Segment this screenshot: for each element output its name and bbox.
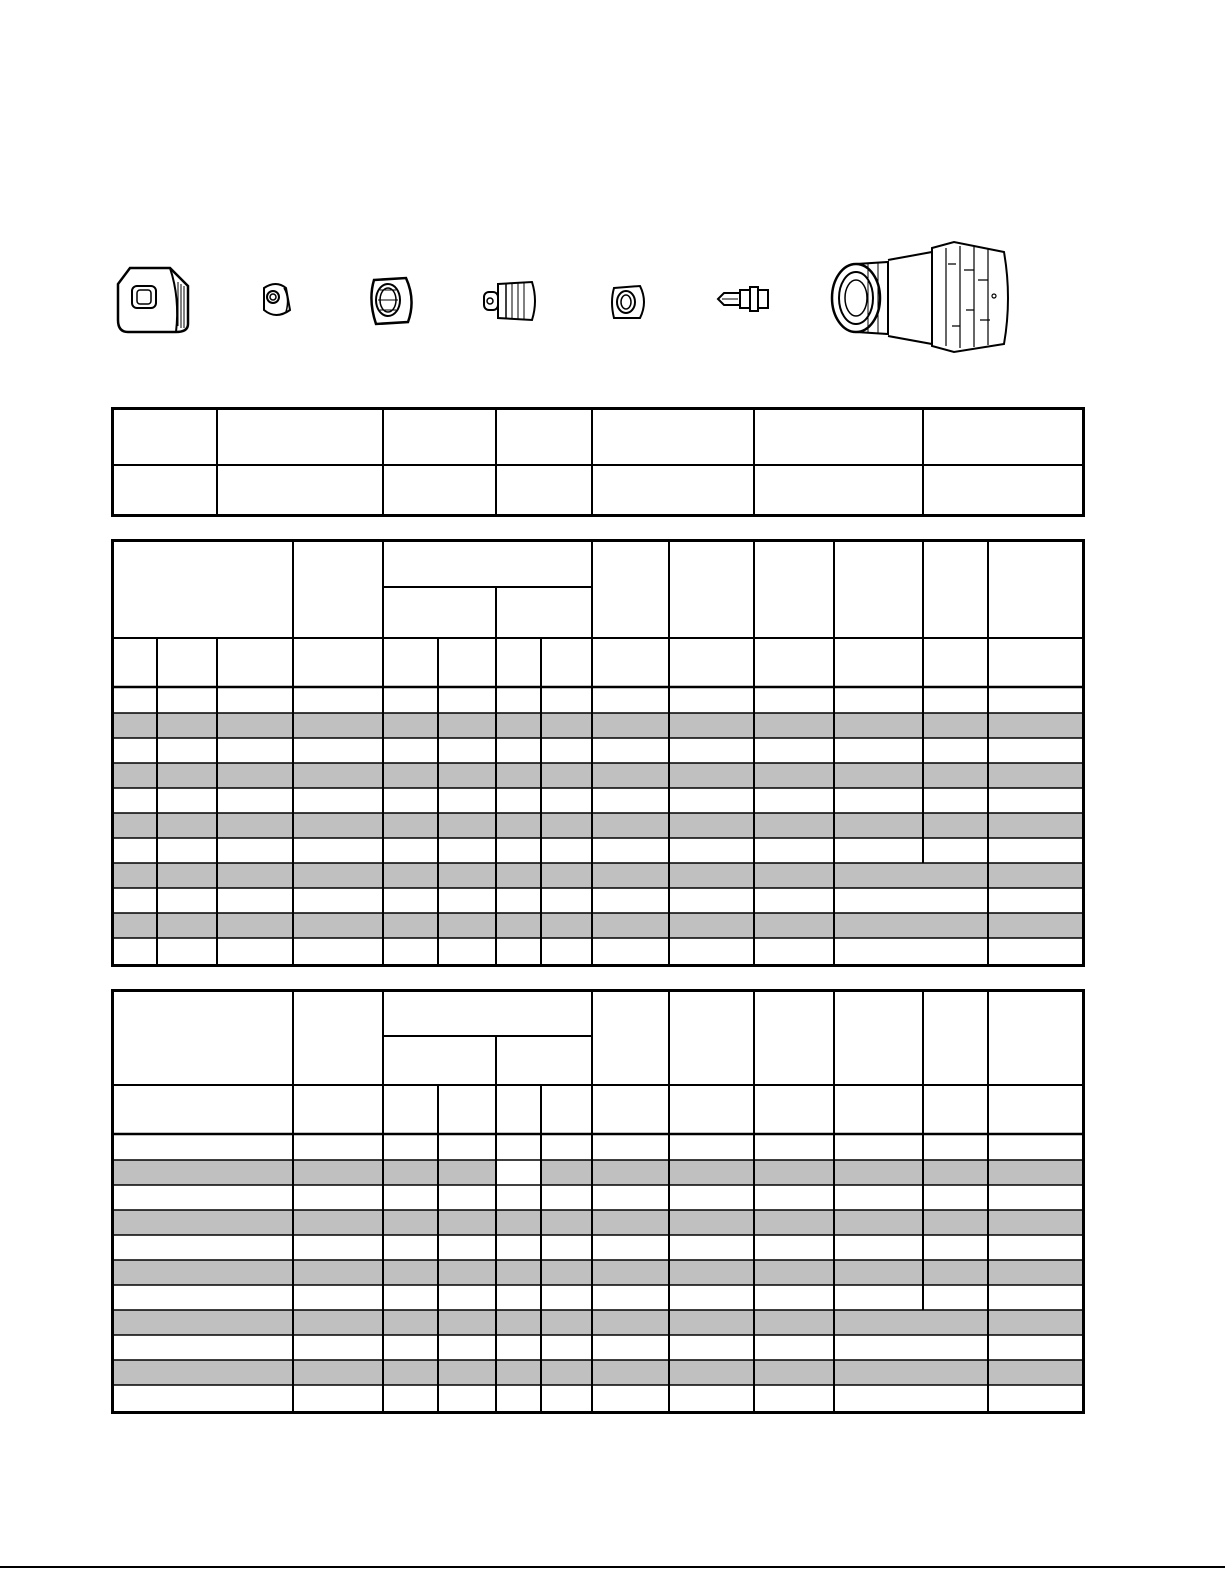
torch-body-icon (828, 240, 1012, 352)
electrode-icon (716, 284, 772, 314)
cut-chart-table-2 (111, 989, 1085, 1414)
parts-number-table (111, 407, 1085, 517)
swirl-ring-icon (610, 282, 650, 322)
shield-icon (114, 258, 194, 338)
shield-cap-icon (258, 280, 294, 320)
cut-chart-table-1 (111, 539, 1085, 967)
retaining-cap-icon (368, 272, 418, 328)
parts-illustration-row (100, 230, 1040, 360)
nozzle-icon (480, 278, 538, 324)
page-footer-rule (0, 1566, 1225, 1568)
